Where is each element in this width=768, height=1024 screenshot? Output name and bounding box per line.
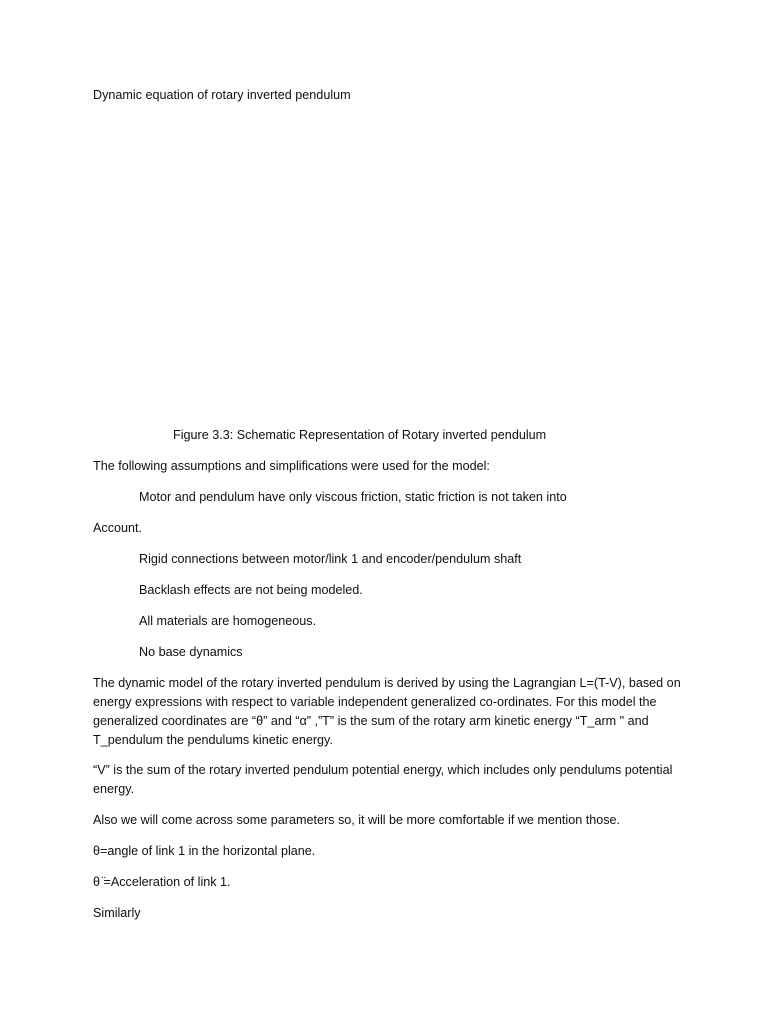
theta-definition: θ=angle of link 1 in the horizontal plane. [93,844,316,858]
assumption-item: Rigid connections between motor/link 1 and encoder/pendulum shaft [139,552,522,566]
similarly-text: Similarly [93,906,141,920]
assumption-item: Backlash effects are not being modeled. [139,583,363,597]
lagrangian-paragraph: The dynamic model of the rotary inverted pendulum is derived by using the Lagrangian L=(T-V), based on energy expressions with respect to variable independent generalized co-ordinates. For this model the generalized coordinates are “θ” and “α” ,”T” is the sum of the rotary arm kinetic energy “T_arm " and T_pendulum the pendulums kinetic energy. [93,676,681,747]
assumption-item-continuation: Account. [93,521,143,535]
theta-acceleration-definition: θ ̈=Acceleration of link 1. [93,875,231,889]
parameters-paragraph: Also we will come across some parameters so, it will be more comfortable if we mention those. [93,813,621,827]
figure-area [93,118,683,418]
assumption-item: No base dynamics [139,645,243,659]
figure-caption: Figure 3.3: Schematic Representation of Rotary inverted pendulum [173,428,547,442]
assumption-item: Motor and pendulum have only viscous friction, static friction is not taken into [139,490,567,504]
potential-energy-paragraph: “V” is the sum of the rotary inverted pendulum potential energy, which includes only pendulums potential energy. [93,763,673,796]
assumption-item: All materials are homogeneous. [139,614,317,628]
assumptions-intro: The following assumptions and simplifications were used for the model: [93,459,490,473]
section-heading: Dynamic equation of rotary inverted pendulum [93,88,351,102]
